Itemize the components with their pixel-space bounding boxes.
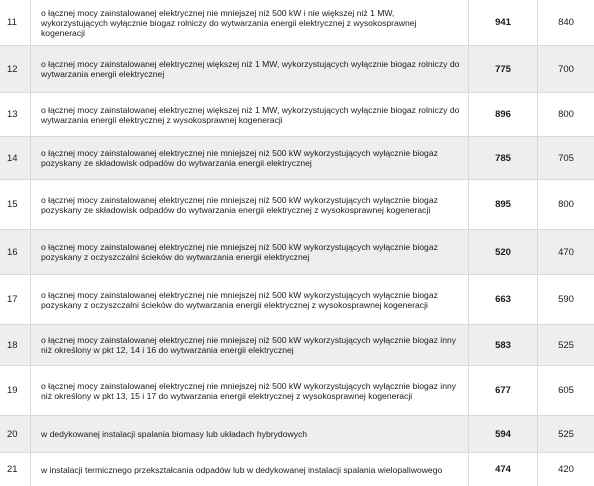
row-number: 14 — [7, 152, 18, 164]
table-row — [0, 46, 594, 93]
value-bold-cell: 663 — [468, 275, 537, 324]
value-cell: 605 — [537, 366, 594, 415]
value-bold-cell: 520 — [468, 230, 537, 274]
value-cell: 525 — [537, 325, 594, 365]
description-text: o łącznej mocy zainstalowanej elektrycznej nie mniejszej niż 500 kW wykorzystujących wyłącznie biogaz pozyskany z oczyszczalni ścieków do wytwarzania energii elektrycznej — [41, 242, 438, 262]
value-cell: 700 — [537, 46, 594, 92]
table-row — [0, 0, 594, 46]
table-row — [0, 180, 594, 230]
row-number: 11 — [7, 17, 17, 28]
row-number: 21 — [7, 464, 18, 475]
table-row — [0, 93, 594, 137]
value-cell: 420 — [537, 453, 594, 486]
value-cell: 800 — [537, 93, 594, 136]
value-bold-cell: 474 — [468, 453, 537, 486]
row-description — [30, 137, 468, 179]
row-description — [30, 0, 468, 45]
table-row — [0, 366, 594, 416]
table-row — [0, 275, 594, 325]
row-number: 18 — [7, 339, 18, 351]
description-text: o łącznej mocy zainstalowanej elektrycznej większej niż 1 MW, wykorzystujących wyłącznie biogaz rolniczy do wytwarzania energii elektrycznej z wysokosprawnej kogeneracji — [41, 104, 460, 125]
table-row — [0, 137, 594, 180]
description-text: o łącznej mocy zainstalowanej elektrycznej nie mniejszej niż 500 kW wykorzystujących wyłącznie biogaz pozyskany ze składowisk odpadów do wytwarzania energii elektrycznej — [41, 148, 438, 168]
row-number: 17 — [7, 294, 18, 305]
row-description — [30, 275, 468, 324]
row-number: 16 — [7, 246, 18, 258]
description-text: o łącznej mocy zainstalowanej elektrycznej większej niż 1 MW, wykorzystujących wyłącznie biogaz rolniczy do wytwarzania energii elektrycznej — [41, 59, 460, 79]
value-cell: 470 — [537, 230, 594, 274]
row-description — [30, 180, 468, 229]
description-text: o łącznej mocy zainstalowanej elektrycznej nie mniejszej niż 500 kW wykorzystujących wyłącznie biogaz pozyskany z oczyszczalni ścieków do wytwarzania energii elektrycznej z wysokosprawnej kogeneracji — [41, 289, 438, 310]
value-bold-cell: 775 — [468, 46, 537, 92]
row-number: 15 — [7, 199, 18, 210]
value-bold-cell: 677 — [468, 366, 537, 415]
value-cell: 525 — [537, 416, 594, 452]
row-number: 20 — [7, 428, 18, 440]
row-description — [30, 46, 468, 92]
value-bold-cell: 583 — [468, 325, 537, 365]
row-description — [30, 230, 468, 274]
row-description — [30, 325, 468, 365]
table-row — [0, 416, 594, 453]
value-bold-cell: 785 — [468, 137, 537, 179]
value-bold-cell: 941 — [468, 0, 537, 45]
value-cell: 705 — [537, 137, 594, 179]
description-text: o łącznej mocy zainstalowanej elektrycznej nie mniejszej niż 500 kW i nie większej niż 1 MW, wykorzystujących wyłącznie biogaz rolniczy do wytwarzania energii elektrycznej z wysokosprawnej kogeneracji — [41, 7, 417, 38]
value-bold-cell: 896 — [468, 93, 537, 136]
row-description — [30, 366, 468, 415]
row-number: 12 — [7, 63, 18, 75]
row-number: 19 — [7, 385, 18, 396]
row-description — [30, 93, 468, 136]
description-text: o łącznej mocy zainstalowanej elektrycznej nie mniejszej niż 500 kW wykorzystujących wyłącznie biogaz inny niż określony w pkt 12, 14 i 16 do wytwarzania energii elektrycznej — [41, 335, 457, 355]
value-cell: 800 — [537, 180, 594, 229]
row-number: 13 — [7, 109, 18, 120]
table-row — [0, 453, 594, 486]
value-cell: 840 — [537, 0, 594, 45]
value-bold-cell: 594 — [468, 416, 537, 452]
description-text: o łącznej mocy zainstalowanej elektrycznej nie mniejszej niż 500 kW wykorzystujących wyłącznie biogaz pozyskany ze składowisk odpadów do wytwarzania energii elektrycznej z wysokosprawnej kogeneracji — [41, 194, 438, 215]
value-cell: 590 — [537, 275, 594, 324]
description-text: w instalacji termicznego przekształcania odpadów lub w dedykowanej instalacji spalania wielopaliwowego — [41, 464, 443, 475]
value-bold-cell: 895 — [468, 180, 537, 229]
description-text: w dedykowanej instalacji spalania biomasy lub układach hybrydowych — [41, 429, 308, 439]
row-description — [30, 453, 468, 486]
table-row — [0, 325, 594, 366]
table-row — [0, 230, 594, 275]
row-description — [30, 416, 468, 452]
description-text: o łącznej mocy zainstalowanej elektrycznej nie mniejszej niż 500 kW wykorzystujących wyłącznie biogaz inny niż określony w pkt 13, 15 i 17 do wytwarzania energii elektrycznej z wysokosprawnej kogeneracji — [41, 380, 457, 401]
